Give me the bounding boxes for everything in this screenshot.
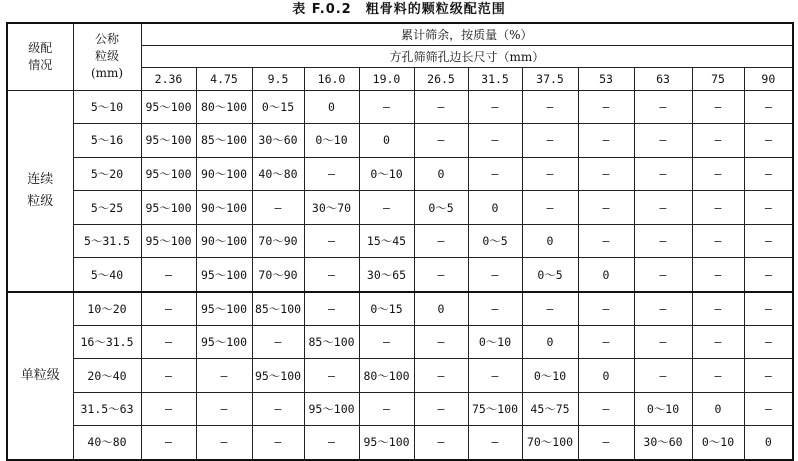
sieve-size-header: 26.5 xyxy=(414,67,468,90)
retained-percent-cell: — xyxy=(141,325,196,359)
retained-percent-cell: — xyxy=(252,191,304,225)
retained-percent-cell: — xyxy=(744,325,793,359)
sieve-size-header: 9.5 xyxy=(252,67,304,90)
retained-percent-cell: — xyxy=(744,224,793,258)
retained-percent-cell: — xyxy=(468,359,522,393)
table-title: 表 F.0.2 粗骨料的颗粒级配范围 xyxy=(292,2,506,17)
retained-percent-cell: — xyxy=(692,191,744,225)
group-label: 单粒级 xyxy=(7,292,73,460)
retained-percent-cell: — xyxy=(141,258,196,292)
retained-percent-cell: — xyxy=(578,157,634,191)
retained-percent-cell: 70～90 xyxy=(252,258,304,292)
retained-percent-cell: — xyxy=(522,191,578,225)
retained-percent-cell: 0～10 xyxy=(359,157,414,191)
retained-percent-cell: — xyxy=(744,157,793,191)
retained-percent-cell: — xyxy=(634,359,692,393)
retained-percent-cell: — xyxy=(414,392,468,426)
retained-percent-cell: 90～100 xyxy=(196,191,252,225)
retained-percent-cell: — xyxy=(744,191,793,225)
retained-percent-cell: — xyxy=(196,426,252,460)
retained-percent-cell: — xyxy=(196,359,252,393)
retained-percent-cell: 0 xyxy=(578,359,634,393)
retained-percent-cell: 30～70 xyxy=(304,191,359,225)
retained-percent-cell: 0～10 xyxy=(304,124,359,158)
retained-percent-cell: — xyxy=(468,292,522,326)
retained-percent-cell: — xyxy=(359,325,414,359)
header-sieve-size: 方孔筛筛孔边长尺寸（mm） xyxy=(141,45,793,67)
retained-percent-cell: — xyxy=(414,224,468,258)
retained-percent-cell: — xyxy=(141,292,196,326)
retained-percent-cell: 85～100 xyxy=(196,124,252,158)
retained-percent-cell: — xyxy=(634,292,692,326)
retained-percent-cell: — xyxy=(522,292,578,326)
sieve-size-header: 31.5 xyxy=(468,67,522,90)
nominal-size-cell: 31.5～63 xyxy=(73,392,141,426)
retained-percent-cell: 70～100 xyxy=(522,426,578,460)
retained-percent-cell: — xyxy=(692,90,744,124)
retained-percent-cell: — xyxy=(744,258,793,292)
retained-percent-cell: — xyxy=(692,224,744,258)
retained-percent-cell: — xyxy=(744,90,793,124)
retained-percent-cell: 30～65 xyxy=(359,258,414,292)
header-cumulative-retained: 累计筛余，按质量（%） xyxy=(141,23,793,45)
retained-percent-cell: — xyxy=(304,258,359,292)
retained-percent-cell: — xyxy=(744,292,793,326)
retained-percent-cell: — xyxy=(468,124,522,158)
sieve-size-header: 90 xyxy=(744,67,793,90)
nominal-size-cell: 20～40 xyxy=(73,359,141,393)
retained-percent-cell: — xyxy=(634,157,692,191)
nominal-size-cell: 10～20 xyxy=(73,292,141,326)
header-nominal-size xyxy=(73,23,141,90)
nominal-size-cell: 5～31.5 xyxy=(73,224,141,258)
retained-percent-cell: — xyxy=(578,124,634,158)
retained-percent-cell: — xyxy=(692,292,744,326)
retained-percent-cell: 95～100 xyxy=(196,292,252,326)
retained-percent-cell: — xyxy=(141,426,196,460)
retained-percent-cell: 0 xyxy=(744,426,793,460)
retained-percent-cell: 95～100 xyxy=(359,426,414,460)
table-row xyxy=(7,90,793,124)
retained-percent-cell: 95～100 xyxy=(141,224,196,258)
retained-percent-cell: 0 xyxy=(359,124,414,158)
sieve-size-header: 4.75 xyxy=(196,67,252,90)
retained-percent-cell: 0 xyxy=(304,90,359,124)
table-row xyxy=(7,224,793,258)
retained-percent-cell: — xyxy=(414,359,468,393)
retained-percent-cell: — xyxy=(522,124,578,158)
retained-percent-cell: — xyxy=(468,157,522,191)
retained-percent-cell: — xyxy=(468,426,522,460)
retained-percent-cell: 0～10 xyxy=(468,325,522,359)
table-row xyxy=(7,359,793,393)
table-row xyxy=(7,191,793,225)
sieve-size-header: 75 xyxy=(692,67,744,90)
retained-percent-cell: — xyxy=(634,224,692,258)
retained-percent-cell: 0～15 xyxy=(252,90,304,124)
nominal-size-cell: 40～80 xyxy=(73,426,141,460)
nominal-size-cell: 5～16 xyxy=(73,124,141,158)
retained-percent-cell: — xyxy=(304,426,359,460)
retained-percent-cell: 80～100 xyxy=(196,90,252,124)
retained-percent-cell: 0 xyxy=(578,258,634,292)
retained-percent-cell: — xyxy=(304,292,359,326)
retained-percent-cell: — xyxy=(634,124,692,158)
table-row xyxy=(7,292,793,326)
retained-percent-cell: — xyxy=(692,157,744,191)
retained-percent-cell: 95～100 xyxy=(141,157,196,191)
retained-percent-cell: 0 xyxy=(414,157,468,191)
retained-percent-cell: — xyxy=(634,191,692,225)
retained-percent-cell: — xyxy=(414,258,468,292)
retained-percent-cell: 0～10 xyxy=(634,392,692,426)
retained-percent-cell: 0～5 xyxy=(468,224,522,258)
retained-percent-cell: 0～5 xyxy=(414,191,468,225)
retained-percent-cell: 30～60 xyxy=(252,124,304,158)
retained-percent-cell: 90～100 xyxy=(196,157,252,191)
retained-percent-cell: — xyxy=(744,124,793,158)
group-label: 连续 粒级 xyxy=(7,90,73,292)
retained-percent-cell: 15～45 xyxy=(359,224,414,258)
retained-percent-cell: 95～100 xyxy=(252,359,304,393)
retained-percent-cell: — xyxy=(252,426,304,460)
table-row xyxy=(7,325,793,359)
nominal-size-cell: 5～25 xyxy=(73,191,141,225)
retained-percent-cell: 0～5 xyxy=(522,258,578,292)
retained-percent-cell: — xyxy=(414,325,468,359)
retained-percent-cell: — xyxy=(252,392,304,426)
sieve-size-header: 19.0 xyxy=(359,67,414,90)
retained-percent-cell: — xyxy=(744,359,793,393)
retained-percent-cell: 95～100 xyxy=(141,90,196,124)
retained-percent-cell: — xyxy=(252,325,304,359)
retained-percent-cell: — xyxy=(196,392,252,426)
retained-percent-cell: 95～100 xyxy=(304,392,359,426)
retained-percent-cell: — xyxy=(359,90,414,124)
retained-percent-cell: — xyxy=(359,392,414,426)
retained-percent-cell: — xyxy=(578,426,634,460)
retained-percent-cell: — xyxy=(692,359,744,393)
retained-percent-cell: — xyxy=(634,258,692,292)
retained-percent-cell: 85～100 xyxy=(304,325,359,359)
retained-percent-cell: — xyxy=(468,90,522,124)
retained-percent-cell: — xyxy=(522,90,578,124)
retained-percent-cell: — xyxy=(578,325,634,359)
retained-percent-cell: 0 xyxy=(522,224,578,258)
sieve-size-header: 2.36 xyxy=(141,67,196,90)
retained-percent-cell: 95～100 xyxy=(141,191,196,225)
nominal-size-cell: 5～40 xyxy=(73,258,141,292)
sieve-size-header: 63 xyxy=(634,67,692,90)
retained-percent-cell: — xyxy=(692,124,744,158)
header-grading-label: 级配 情况 xyxy=(28,40,53,72)
retained-percent-cell: — xyxy=(141,392,196,426)
sieve-size-header: 53 xyxy=(578,67,634,90)
retained-percent-cell: 0～10 xyxy=(692,426,744,460)
sieve-size-header: 37.5 xyxy=(522,67,578,90)
retained-percent-cell: — xyxy=(578,191,634,225)
retained-percent-cell: — xyxy=(634,325,692,359)
nominal-size-cell: 16～31.5 xyxy=(73,325,141,359)
retained-percent-cell: — xyxy=(141,359,196,393)
retained-percent-cell: — xyxy=(578,292,634,326)
retained-percent-cell: — xyxy=(744,392,793,426)
retained-percent-cell: 80～100 xyxy=(359,359,414,393)
table-row xyxy=(7,124,793,158)
retained-percent-cell: 0 xyxy=(468,191,522,225)
nominal-size-cell: 5～20 xyxy=(73,157,141,191)
table-row xyxy=(7,157,793,191)
retained-percent-cell: 85～100 xyxy=(252,292,304,326)
retained-percent-cell: 70～90 xyxy=(252,224,304,258)
retained-percent-cell: — xyxy=(414,124,468,158)
retained-percent-cell: 75～100 xyxy=(468,392,522,426)
retained-percent-cell: — xyxy=(304,359,359,393)
retained-percent-cell: — xyxy=(414,90,468,124)
header-grading xyxy=(7,23,73,90)
retained-percent-cell: 0～15 xyxy=(359,292,414,326)
retained-percent-cell: — xyxy=(468,258,522,292)
retained-percent-cell: 95～100 xyxy=(196,325,252,359)
retained-percent-cell: 45～75 xyxy=(522,392,578,426)
retained-percent-cell: — xyxy=(522,157,578,191)
retained-percent-cell: — xyxy=(692,258,744,292)
retained-percent-cell: 0～10 xyxy=(522,359,578,393)
retained-percent-cell: 0 xyxy=(414,292,468,326)
header-nominal-size-label: 公称 粒级 (mm) xyxy=(90,32,124,81)
retained-percent-cell: 0 xyxy=(522,325,578,359)
retained-percent-cell: — xyxy=(578,90,634,124)
retained-percent-cell: 95～100 xyxy=(196,258,252,292)
retained-percent-cell: — xyxy=(578,224,634,258)
retained-percent-cell: — xyxy=(304,224,359,258)
table-row xyxy=(7,426,793,460)
grading-table xyxy=(6,22,794,461)
retained-percent-cell: 30～60 xyxy=(634,426,692,460)
table-row xyxy=(7,392,793,426)
retained-percent-cell: 95～100 xyxy=(141,124,196,158)
retained-percent-cell: — xyxy=(359,191,414,225)
table-row xyxy=(7,258,793,292)
nominal-size-cell: 5～10 xyxy=(73,90,141,124)
retained-percent-cell: 0 xyxy=(692,392,744,426)
retained-percent-cell: — xyxy=(634,90,692,124)
retained-percent-cell: — xyxy=(578,392,634,426)
retained-percent-cell: 90～100 xyxy=(196,224,252,258)
retained-percent-cell: — xyxy=(692,325,744,359)
sieve-size-header: 16.0 xyxy=(304,67,359,90)
retained-percent-cell: — xyxy=(414,426,468,460)
retained-percent-cell: 40～80 xyxy=(252,157,304,191)
retained-percent-cell: — xyxy=(304,157,359,191)
